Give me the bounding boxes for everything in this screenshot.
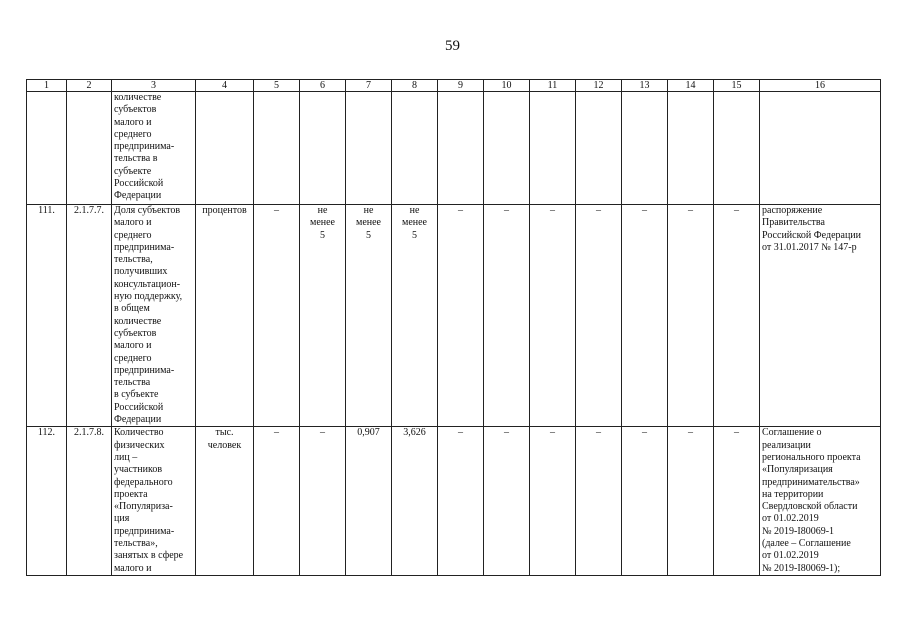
cell-number: 112. (27, 427, 67, 576)
cell-value (254, 92, 300, 205)
column-header: 5 (254, 80, 300, 92)
cell-code (67, 92, 112, 205)
cell-indicator-name: Количество физических лиц – участников федерального проекта «Популяриза- ция предпринима- тельства», занятых в сфере малого и (112, 427, 196, 576)
column-header: 6 (300, 80, 346, 92)
cell-value (438, 92, 484, 205)
cell-value: – (668, 427, 714, 576)
cell-value (346, 92, 392, 205)
cell-number: 111. (27, 205, 67, 427)
page-number: 59 (445, 38, 460, 54)
cell-value: – (254, 205, 300, 427)
cell-value: – (530, 427, 576, 576)
cell-indicator-name: количестве субъектов малого и среднего предпринима- тельства в субъекте Российской Федерации (112, 92, 196, 205)
column-header: 7 (346, 80, 392, 92)
cell-code: 2.1.7.8. (67, 427, 112, 576)
table-header-row (27, 80, 881, 92)
cell-unit: процентов (196, 205, 254, 427)
cell-value: не менее 5 (346, 205, 392, 427)
column-header: 1 (27, 80, 67, 92)
cell-value: – (622, 427, 668, 576)
column-header: 10 (484, 80, 530, 92)
cell-source: Соглашение о реализации регионального проекта «Популяризация предпринимательства» на территории Свердловской области от 01.02.2019 № 2019-I80069-1 (далее – Соглашение от 01.02.2019 № 2019-I80069-1); (760, 427, 881, 576)
column-header: 8 (392, 80, 438, 92)
cell-value (300, 92, 346, 205)
cell-value: – (714, 205, 760, 427)
column-header: 16 (760, 80, 881, 92)
column-header: 11 (530, 80, 576, 92)
cell-value (622, 92, 668, 205)
table-row-111 (27, 205, 881, 427)
cell-indicator-name: Доля субъектов малого и среднего предпринима- тельства, получивших консультацион- ную поддержку, в общем количестве субъектов малого и среднего предпринима- тельства в субъекте Российской Федерации (112, 205, 196, 427)
cell-value: – (300, 427, 346, 576)
cell-unit (196, 92, 254, 205)
cell-value: 3,626 (392, 427, 438, 576)
cell-value (484, 92, 530, 205)
cell-value: 0,907 (346, 427, 392, 576)
cell-value: – (438, 205, 484, 427)
cell-value: – (714, 427, 760, 576)
cell-source: распоряжение Правительства Российской Федерации от 31.01.2017 № 147-р (760, 205, 881, 427)
column-header: 15 (714, 80, 760, 92)
table-row-112 (27, 427, 881, 576)
cell-value: – (484, 205, 530, 427)
cell-value: не менее 5 (392, 205, 438, 427)
cell-value: – (668, 205, 714, 427)
cell-value: – (530, 205, 576, 427)
cell-unit: тыс. человек (196, 427, 254, 576)
column-header: 2 (67, 80, 112, 92)
column-header: 14 (668, 80, 714, 92)
cell-number (27, 92, 67, 205)
cell-value (714, 92, 760, 205)
table-row-continuation (27, 92, 881, 205)
column-header: 3 (112, 80, 196, 92)
cell-source (760, 92, 881, 205)
cell-value: – (438, 427, 484, 576)
column-header: 13 (622, 80, 668, 92)
indicators-table (26, 79, 881, 576)
cell-value: – (576, 205, 622, 427)
cell-code: 2.1.7.7. (67, 205, 112, 427)
cell-value: – (576, 427, 622, 576)
cell-value (668, 92, 714, 205)
cell-value (576, 92, 622, 205)
cell-value: не менее 5 (300, 205, 346, 427)
column-header: 9 (438, 80, 484, 92)
cell-value (392, 92, 438, 205)
cell-value: – (622, 205, 668, 427)
column-header: 12 (576, 80, 622, 92)
cell-value: – (254, 427, 300, 576)
cell-value: – (484, 427, 530, 576)
column-header: 4 (196, 80, 254, 92)
cell-value (530, 92, 576, 205)
